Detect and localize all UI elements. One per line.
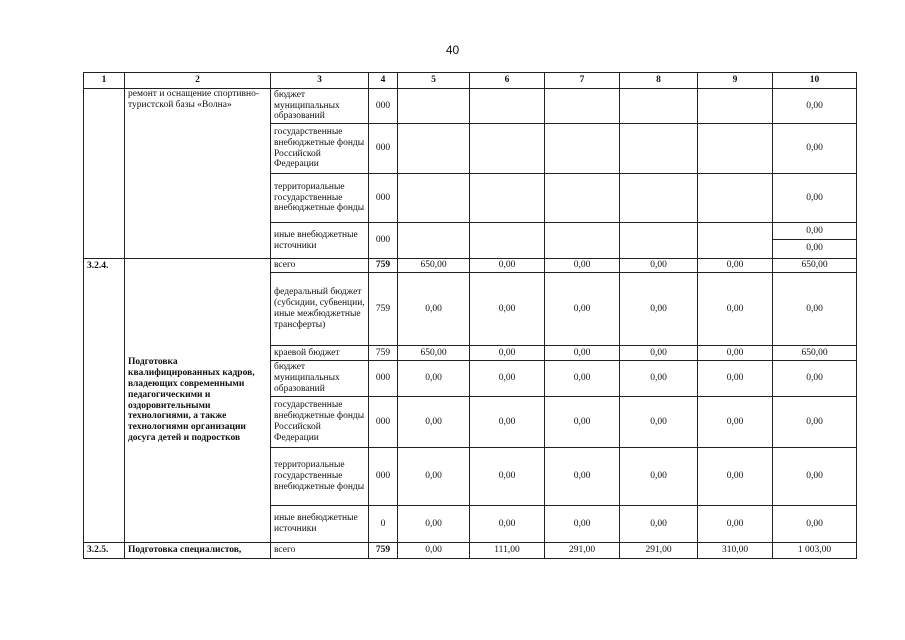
header-cell: 1 bbox=[84, 73, 125, 89]
value-cell bbox=[470, 223, 545, 259]
value-cell: 0,00 bbox=[545, 397, 620, 448]
value-cell bbox=[545, 124, 620, 174]
value-cell: 0,00 bbox=[698, 448, 773, 506]
code-cell: 000 bbox=[369, 448, 398, 506]
value-cell bbox=[698, 223, 773, 259]
value-cell: 0,00 bbox=[398, 543, 470, 559]
header-cell: 8 bbox=[620, 73, 698, 89]
funding-source: всего bbox=[271, 543, 369, 559]
value-cell: 0,00 bbox=[545, 361, 620, 397]
table-row bbox=[84, 543, 857, 559]
value-cell bbox=[398, 89, 470, 124]
value-cell: 291,00 bbox=[620, 543, 698, 559]
header-cell: 2 bbox=[125, 73, 271, 89]
value-cell: 0,00 bbox=[470, 448, 545, 506]
total-cell: 0,00 bbox=[773, 397, 857, 448]
value-cell: 0,00 bbox=[698, 273, 773, 346]
total-cell: 0,00 bbox=[773, 506, 857, 543]
header-cell: 9 bbox=[698, 73, 773, 89]
total-value: 0,00 bbox=[773, 223, 856, 240]
value-cell bbox=[470, 174, 545, 223]
value-cell bbox=[698, 174, 773, 223]
total-cell: 650,00 bbox=[773, 346, 857, 361]
value-cell bbox=[620, 174, 698, 223]
table-row bbox=[84, 89, 857, 124]
value-cell: 0,00 bbox=[620, 273, 698, 346]
value-cell: 650,00 bbox=[398, 346, 470, 361]
funding-source: иные внебюджетные источники bbox=[271, 223, 369, 259]
value-cell bbox=[620, 89, 698, 124]
funding-source: иные внебюджетные источники bbox=[271, 506, 369, 543]
code-cell: 759 bbox=[369, 259, 398, 273]
value-cell: 111,00 bbox=[470, 543, 545, 559]
value-cell: 0,00 bbox=[698, 361, 773, 397]
total-cell: 0,00 bbox=[773, 89, 857, 124]
funding-source: бюджет муниципальных образований bbox=[271, 361, 369, 397]
code-cell: 0 bbox=[369, 506, 398, 543]
total-cell-split bbox=[773, 223, 857, 259]
value-cell: 0,00 bbox=[545, 273, 620, 346]
value-cell bbox=[398, 174, 470, 223]
value-cell bbox=[620, 124, 698, 174]
header-row bbox=[84, 73, 857, 89]
item-number: 3.2.5. bbox=[84, 543, 125, 559]
value-cell bbox=[620, 223, 698, 259]
value-cell: 0,00 bbox=[698, 397, 773, 448]
total-cell: 1 003,00 bbox=[773, 543, 857, 559]
header-cell: 3 bbox=[271, 73, 369, 89]
value-cell: 0,00 bbox=[620, 448, 698, 506]
value-cell: 0,00 bbox=[398, 273, 470, 346]
value-cell bbox=[545, 89, 620, 124]
header-cell: 6 bbox=[470, 73, 545, 89]
code-cell: 000 bbox=[369, 174, 398, 223]
value-cell: 0,00 bbox=[620, 361, 698, 397]
value-cell: 0,00 bbox=[545, 259, 620, 273]
code-cell: 000 bbox=[369, 397, 398, 448]
code-cell: 759 bbox=[369, 273, 398, 346]
value-cell: 0,00 bbox=[545, 346, 620, 361]
value-cell: 0,00 bbox=[398, 506, 470, 543]
value-cell: 0,00 bbox=[470, 397, 545, 448]
code-cell: 759 bbox=[369, 543, 398, 559]
header-cell: 4 bbox=[369, 73, 398, 89]
funding-source: государственные внебюджетные фонды Российской Федерации bbox=[271, 397, 369, 448]
value-cell bbox=[698, 89, 773, 124]
item-number: 3.2.4. bbox=[84, 259, 125, 543]
code-cell: 000 bbox=[369, 223, 398, 259]
value-cell bbox=[545, 174, 620, 223]
funding-source: бюджет муниципальных образований bbox=[271, 89, 369, 124]
funding-source: государственные внебюджетные фонды Российской Федерации bbox=[271, 124, 369, 174]
funding-source: территориальные государственные внебюджетные фонды bbox=[271, 448, 369, 506]
value-cell: 0,00 bbox=[398, 448, 470, 506]
value-cell: 0,00 bbox=[698, 506, 773, 543]
total-cell: 0,00 bbox=[773, 273, 857, 346]
total-cell: 0,00 bbox=[773, 448, 857, 506]
value-cell: 0,00 bbox=[620, 506, 698, 543]
budget-table bbox=[83, 72, 857, 559]
value-cell: 0,00 bbox=[620, 346, 698, 361]
value-cell: 0,00 bbox=[470, 273, 545, 346]
value-cell: 0,00 bbox=[620, 259, 698, 273]
value-cell: 0,00 bbox=[545, 448, 620, 506]
value-cell bbox=[398, 124, 470, 174]
code-cell: 000 bbox=[369, 361, 398, 397]
funding-source: территориальные государственные внебюджетные фонды bbox=[271, 174, 369, 223]
value-cell: 0,00 bbox=[545, 506, 620, 543]
value-cell: 310,00 bbox=[698, 543, 773, 559]
header-cell: 10 bbox=[773, 73, 857, 89]
value-cell: 0,00 bbox=[470, 346, 545, 361]
value-cell bbox=[470, 89, 545, 124]
item-name: ремонт и оснащение спортивно-туристской базы «Волна» bbox=[125, 89, 271, 259]
value-cell bbox=[545, 223, 620, 259]
code-cell: 000 bbox=[369, 89, 398, 124]
value-cell: 0,00 bbox=[470, 506, 545, 543]
funding-source: федеральный бюджет (субсидии, субвенции, иные межбюджетные трансферты) bbox=[271, 273, 369, 346]
value-cell: 0,00 bbox=[398, 397, 470, 448]
page-number: 40 bbox=[445, 43, 460, 57]
item-name: Подготовка квалифицированных кадров, владеющих современными педагогическими и оздоровительными технологиями, а также технологиями организации досуга детей и подростков bbox=[125, 259, 271, 543]
value-cell: 0,00 bbox=[398, 361, 470, 397]
total-cell: 650,00 bbox=[773, 259, 857, 273]
code-cell: 000 bbox=[369, 124, 398, 174]
header-cell: 5 bbox=[398, 73, 470, 89]
value-cell: 0,00 bbox=[620, 397, 698, 448]
value-cell: 0,00 bbox=[470, 361, 545, 397]
funding-source: краевой бюджет bbox=[271, 346, 369, 361]
total-value: 0,00 bbox=[806, 243, 823, 253]
total-cell: 0,00 bbox=[773, 174, 857, 223]
item-number bbox=[84, 89, 125, 259]
value-cell: 0,00 bbox=[470, 259, 545, 273]
value-cell: 0,00 bbox=[698, 259, 773, 273]
value-cell: 650,00 bbox=[398, 259, 470, 273]
header-cell: 7 bbox=[545, 73, 620, 89]
item-name: Подготовка специалистов, bbox=[125, 543, 271, 559]
value-cell bbox=[398, 223, 470, 259]
value-cell: 291,00 bbox=[545, 543, 620, 559]
table-row bbox=[84, 259, 857, 273]
value-cell: 0,00 bbox=[698, 346, 773, 361]
total-cell: 0,00 bbox=[773, 361, 857, 397]
total-cell: 0,00 bbox=[773, 124, 857, 174]
code-cell: 759 bbox=[369, 346, 398, 361]
funding-source: всего bbox=[271, 259, 369, 273]
value-cell bbox=[470, 124, 545, 174]
value-cell bbox=[698, 124, 773, 174]
